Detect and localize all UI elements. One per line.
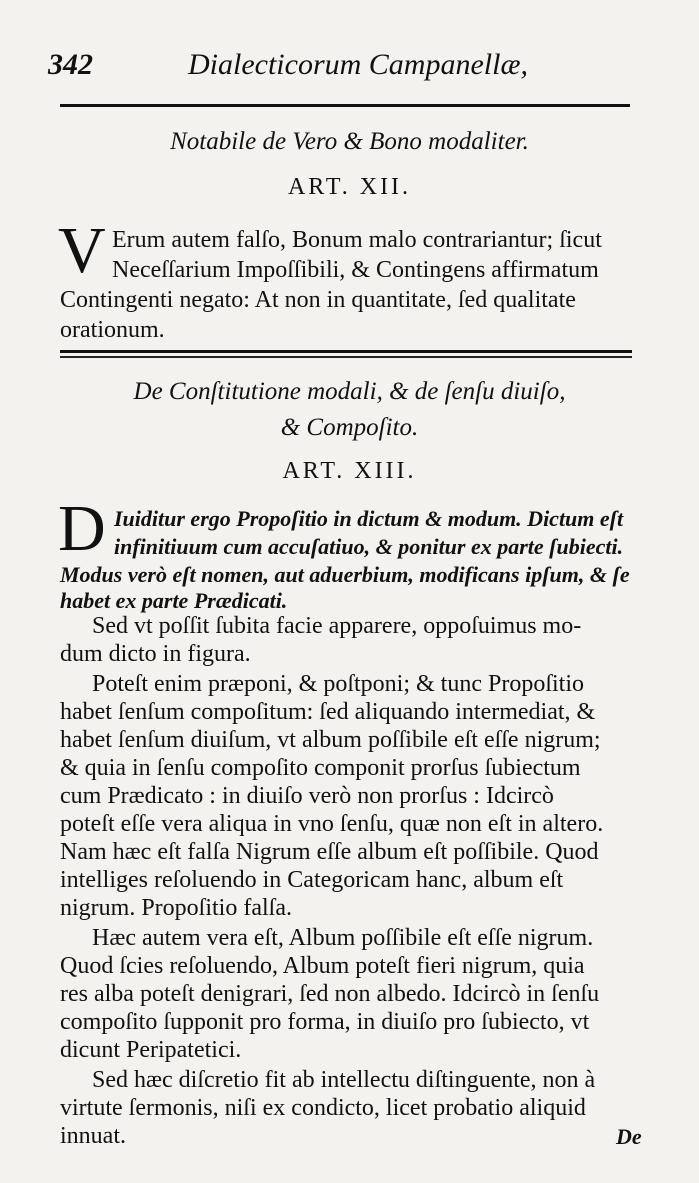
running-head: Dialecticorum Campanellæ,: [188, 48, 528, 81]
text-line: poteſt eſſe vera aliqua in vno ſenſu, quæ non eſt in altero.: [60, 811, 604, 837]
italic-definition-line: Iuiditur ergo Propoſitio in dictum & modum. Dictum eſt: [114, 506, 624, 531]
italic-definition-line: habet ex parte Prædicati.: [60, 588, 288, 613]
header-rule: [60, 104, 630, 107]
italic-definition-line: Modus verò eſt nomen, aut aduerbium, modificans ipſum, & ſe: [60, 562, 630, 587]
italic-definition-line: infinitiuum cum accuſatiuo, & ponitur ex parte ſubiecti.: [114, 534, 624, 559]
text-line: innuat.: [60, 1123, 126, 1149]
text-line: Poteſt enim præponi, & poſtponi; & tunc Propoſitio: [92, 671, 584, 697]
drop-cap-d: D: [58, 492, 106, 565]
catchword: De: [616, 1124, 642, 1149]
page-header: [40, 46, 660, 86]
text-line: cum Prædicato : in diuiſo verò non prorſus : Idcircò: [60, 783, 554, 809]
drop-cap-v: V: [58, 214, 106, 287]
section-divider-thin: [60, 356, 632, 358]
article-number-xiii: ART. XIII.: [282, 458, 417, 484]
text-line: orationum.: [60, 317, 165, 343]
text-line: dicunt Peripatetici.: [60, 1037, 242, 1063]
text-line: compoſito ſupponit pro forma, in diuiſo pro ſubiecto, vt: [60, 1009, 590, 1035]
section-title-constitutione: De Conſtitutione modali, & de ſenſu diuiſo,: [133, 378, 566, 405]
section-divider: [60, 350, 632, 353]
text-line: Hæc autem vera eſt, Album poſſibile eſt eſſe nigrum.: [92, 925, 594, 951]
text-line: Sed hæc diſcretio fit ab intellectu diſtinguente, non à: [92, 1067, 596, 1093]
text-line: nigrum. Propoſitio falſa.: [60, 895, 292, 921]
text-line: virtute ſermonis, niſi ex condicto, licet probatio aliquid: [60, 1095, 586, 1121]
section-title-notabile: Notabile de Vero & Bono modaliter.: [170, 128, 529, 155]
text-line: dum dicto in figura.: [60, 641, 251, 667]
article-number-xii: ART. XII.: [287, 174, 412, 200]
text-line: Nam hæc eſt falſa Nigrum eſſe album eſt poſſibile. Quod: [60, 839, 599, 865]
section-title-composito: & Compoſito.: [280, 414, 419, 441]
text-line: res alba poteſt denigrari, ſed non albedo. Idcircò in ſenſu: [60, 981, 600, 1007]
text-line: Quod ſcies reſoluendo, Album poteſt fieri nigrum, quia: [60, 953, 585, 979]
text-line: Erum autem falſo, Bonum malo contrariantur; ſicut: [112, 227, 602, 253]
text-line: habet ſenſum diuiſum, vt album poſſibile eſt eſſe nigrum;: [60, 727, 601, 753]
page-number: 342: [48, 48, 93, 81]
text-line: intelliges reſoluendo in Categoricam hanc, album eſt: [60, 867, 564, 893]
text-line: habet ſenſum compoſitum: ſed aliquando intermediat, &: [60, 699, 596, 725]
text-line: Contingenti negato: At non in quantitate, ſed qualitate: [60, 287, 576, 313]
text-line: & quia in ſenſu compoſito componit prorſus ſubiectum: [60, 755, 581, 781]
text-line: Sed vt poſſit ſubita facie apparere, oppoſuimus mo-: [92, 613, 582, 639]
text-line: Neceſſarium Impoſſibili, & Contingens affirmatum: [112, 257, 599, 283]
